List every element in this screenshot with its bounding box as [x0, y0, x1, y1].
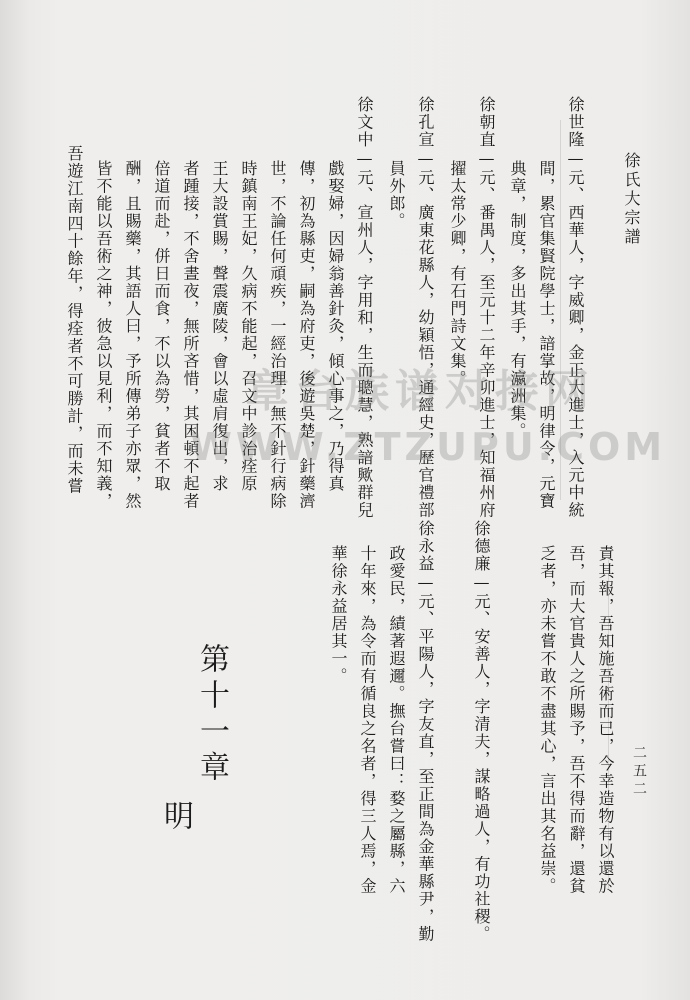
- text-column: 華徐永益居其一。: [329, 545, 348, 685]
- text-column: 擢太常少卿，有石門詩文集。: [448, 160, 467, 388]
- text-column: 倍道而赴，併日而食，不以為勞，貧者不取: [152, 160, 171, 493]
- text-column: 傳，初為縣吏，嗣為府吏，後遊吳楚，針藥濟: [297, 160, 316, 510]
- text-column: 員外郎。: [387, 160, 406, 230]
- text-column: 間，累官集賢院學士，諳掌故，明律令，元寶: [537, 160, 556, 510]
- chapter-dynasty: 明: [158, 800, 193, 832]
- text-column: 徐朝直—元、番禺人，至元十二年辛卯進士，知福州府: [477, 96, 496, 519]
- watermark-text: 章台族谱对接网: [245, 366, 595, 417]
- text-column: 典章，制度，多出其手，有瀛洲集。: [508, 160, 527, 440]
- page-number: 二五二: [631, 745, 647, 799]
- text-column: 酬，且賜藥，其語人曰，予所傳弟子亦眾，然: [123, 160, 142, 510]
- watermark-url: WWW.ZTZUPU.COM: [190, 425, 667, 469]
- text-column: 者踵接，不舍晝夜，無所吝惜，其困頓不起者: [181, 160, 200, 510]
- text-column: 徐孔宣—元、廣東花縣人，幼穎悟，通經史，歷官禮部: [416, 96, 435, 519]
- document-title: 徐氏大宗譜: [622, 152, 641, 247]
- text-column: 徐文中—元、宣州人，字用和，生而聰慧，熟諳歟群兒: [355, 96, 374, 519]
- text-column: 皆不能以吾術之神，彼急以見利，而不知義，: [94, 160, 113, 510]
- text-column: 責其報，吾知施吾術而已，今幸造物有以還於: [596, 545, 615, 895]
- text-column: 徐永益—元、平陽人，字友直，至正間為金華縣尹，勤: [416, 520, 435, 943]
- text-column: 王大設賞賜，聲震廣陵，會以虛肩復出，求: [210, 160, 229, 493]
- text-column: 時鎮南王妃，久病不能起，召文中診治痊原: [239, 160, 258, 493]
- text-column: 世，不論任何頑疾，一經治理，無不針行病除: [268, 160, 287, 510]
- text-column: 乏者，亦未嘗不敢不盡其心，言出其名益崇。: [538, 545, 557, 895]
- column-rule: [560, 120, 561, 500]
- text-column: 政愛民，績著遐邇。撫台嘗曰：婺之屬縣，六: [387, 545, 406, 895]
- text-column: 吾，而大官貴人之所賜予，吾不得而辭，還貧: [567, 545, 586, 895]
- text-column: 徐世隆—元、西華人，字威卿，金正大進士，入元中統: [566, 96, 585, 519]
- text-column: 徐德廉—元、安善人，字清夫，謀略過人，有功社稷。: [472, 520, 491, 943]
- text-column: 吾遊江南四十餘年，得痊者不可勝計，而未嘗: [65, 145, 84, 495]
- chapter-heading: 第十一章: [194, 643, 229, 787]
- text-column: 十年來，為令而有循良之名者，得三人焉，金: [358, 545, 377, 895]
- text-column: 戲娶婦，因婦翁善針灸，傾心事之，乃得真: [326, 160, 345, 493]
